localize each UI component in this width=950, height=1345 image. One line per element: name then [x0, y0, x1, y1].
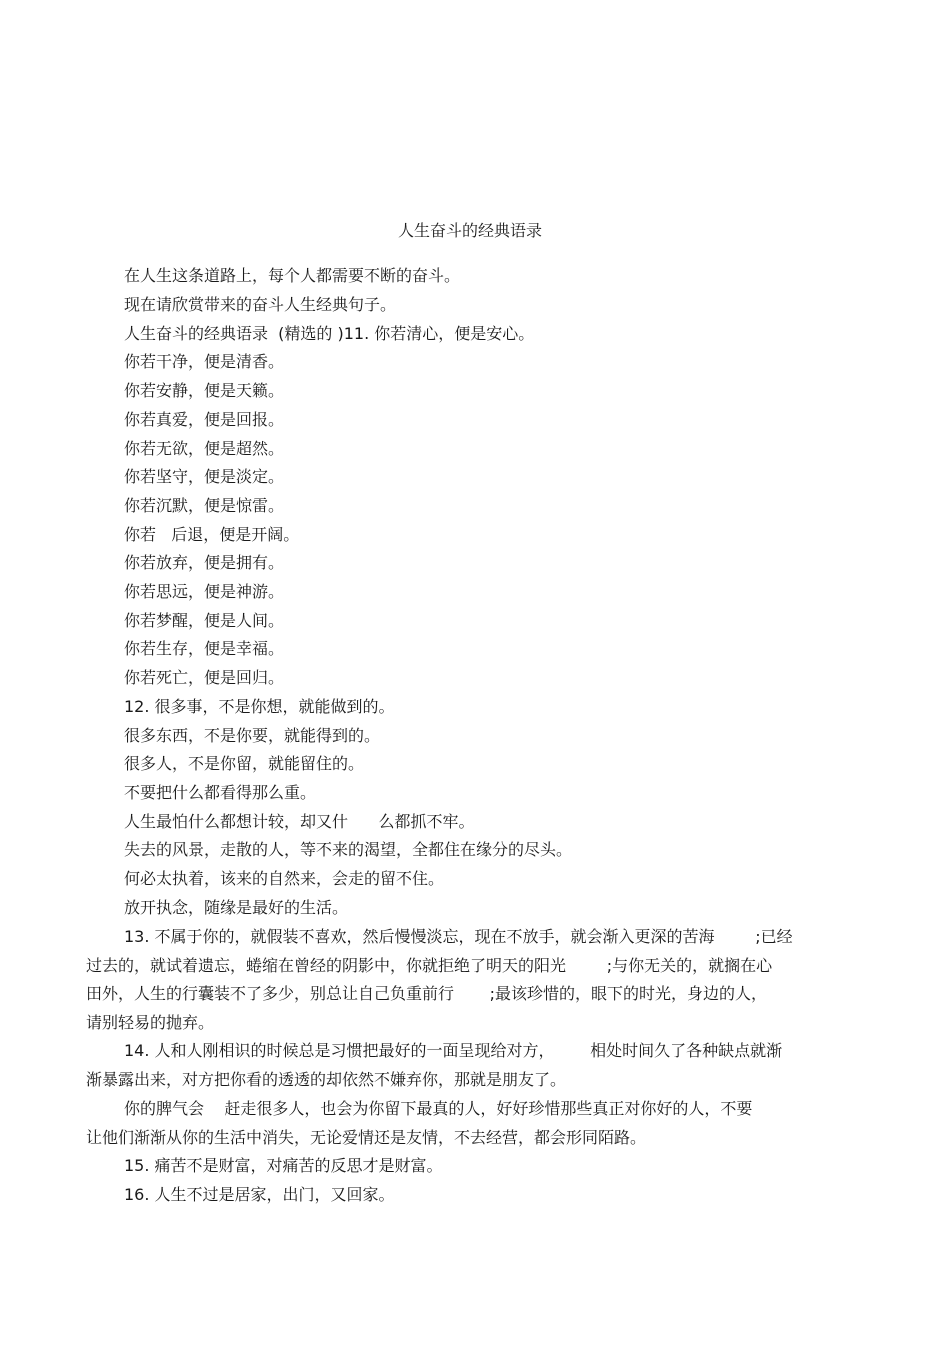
- text-line: 你若安静，便是天籁。: [124, 381, 285, 400]
- text-line: 田外，人生的行囊装不了多少，别总让自己负重前行 ;最该珍惜的，眼下的时光，身边的人，: [86, 984, 767, 1003]
- text-line: 你若坚守，便是淡定。: [124, 467, 285, 486]
- text-line: 你若干净，便是清香。: [124, 352, 285, 371]
- text-line: 你若沉默，便是惊雷。: [124, 496, 285, 515]
- text-line: 很多人，不是你留，就能留住的。: [124, 754, 365, 773]
- text-line: 人生奋斗的经典语录 (精选的 )11. 你若清心，便是安心。: [124, 324, 535, 343]
- text-line: 12. 很多事，不是你想，就能做到的。: [124, 697, 395, 716]
- text-line: 现在请欣赏带来的奋斗人生经典句子。: [124, 295, 397, 314]
- text-line: 很多东西，不是你要，就能得到的。: [124, 726, 381, 745]
- text-line: 15. 痛苦不是财富，对痛苦的反思才是财富。: [124, 1156, 443, 1175]
- text-line: 你若生存，便是幸福。: [124, 639, 285, 658]
- text-line: 失去的风景，走散的人，等不来的渴望，全都住在缘分的尽头。: [124, 840, 573, 859]
- text-line: 放开执念，随缘是最好的生活。: [124, 898, 349, 917]
- text-line: 你若 后退，便是开阔。: [124, 525, 300, 544]
- text-line: 请别轻易的抛弃。: [86, 1013, 215, 1032]
- text-line: 你若死亡，便是回归。: [124, 668, 285, 687]
- document-title: 人生奋斗的经典语录: [397, 221, 542, 240]
- text-line: 你若放弃，便是拥有。: [124, 553, 285, 572]
- text-line: 何必太执着，该来的自然来，会走的留不住。: [124, 869, 445, 888]
- text-line: 过去的，就试着遗忘，蜷缩在曾经的阴影中，你就拒绝了明天的阳光 ;与你无关的，就搁在心: [86, 956, 773, 975]
- text-line: 16. 人生不过是居家，出门，又回家。: [124, 1185, 395, 1204]
- text-line: 不要把什么都看得那么重。: [124, 783, 317, 802]
- text-line: 你若梦醒，便是人间。: [124, 611, 285, 630]
- text-line: 渐暴露出来，对方把你看的透透的却依然不嫌弃你，那就是朋友了。: [86, 1070, 567, 1089]
- text-line: 13. 不属于你的，就假装不喜欢，然后慢慢淡忘，现在不放手，就会渐入更深的苦海 ;已经: [124, 927, 793, 946]
- text-line: 让他们渐渐从你的生活中消失，无论爱情还是友情，不去经营，都会形同陌路。: [86, 1128, 647, 1147]
- text-line: 你若无欲，便是超然。: [124, 439, 285, 458]
- text-line: 在人生这条道路上，每个人都需要不断的奋斗。: [124, 266, 461, 285]
- text-line: 你若真爱，便是回报。: [124, 410, 285, 429]
- text-line: 14. 人和人刚相识的时候总是习惯把最好的一面呈现给对方， 相处时间久了各种缺点就渐: [124, 1041, 783, 1060]
- text-line: 你的脾气会 赶走很多人，也会为你留下最真的人，好好珍惜那些真正对你好的人，不要: [124, 1099, 753, 1118]
- text-line: 你若思远，便是神游。: [124, 582, 285, 601]
- text-line: 人生最怕什么都想计较，却又什 么都抓不牢。: [124, 812, 475, 831]
